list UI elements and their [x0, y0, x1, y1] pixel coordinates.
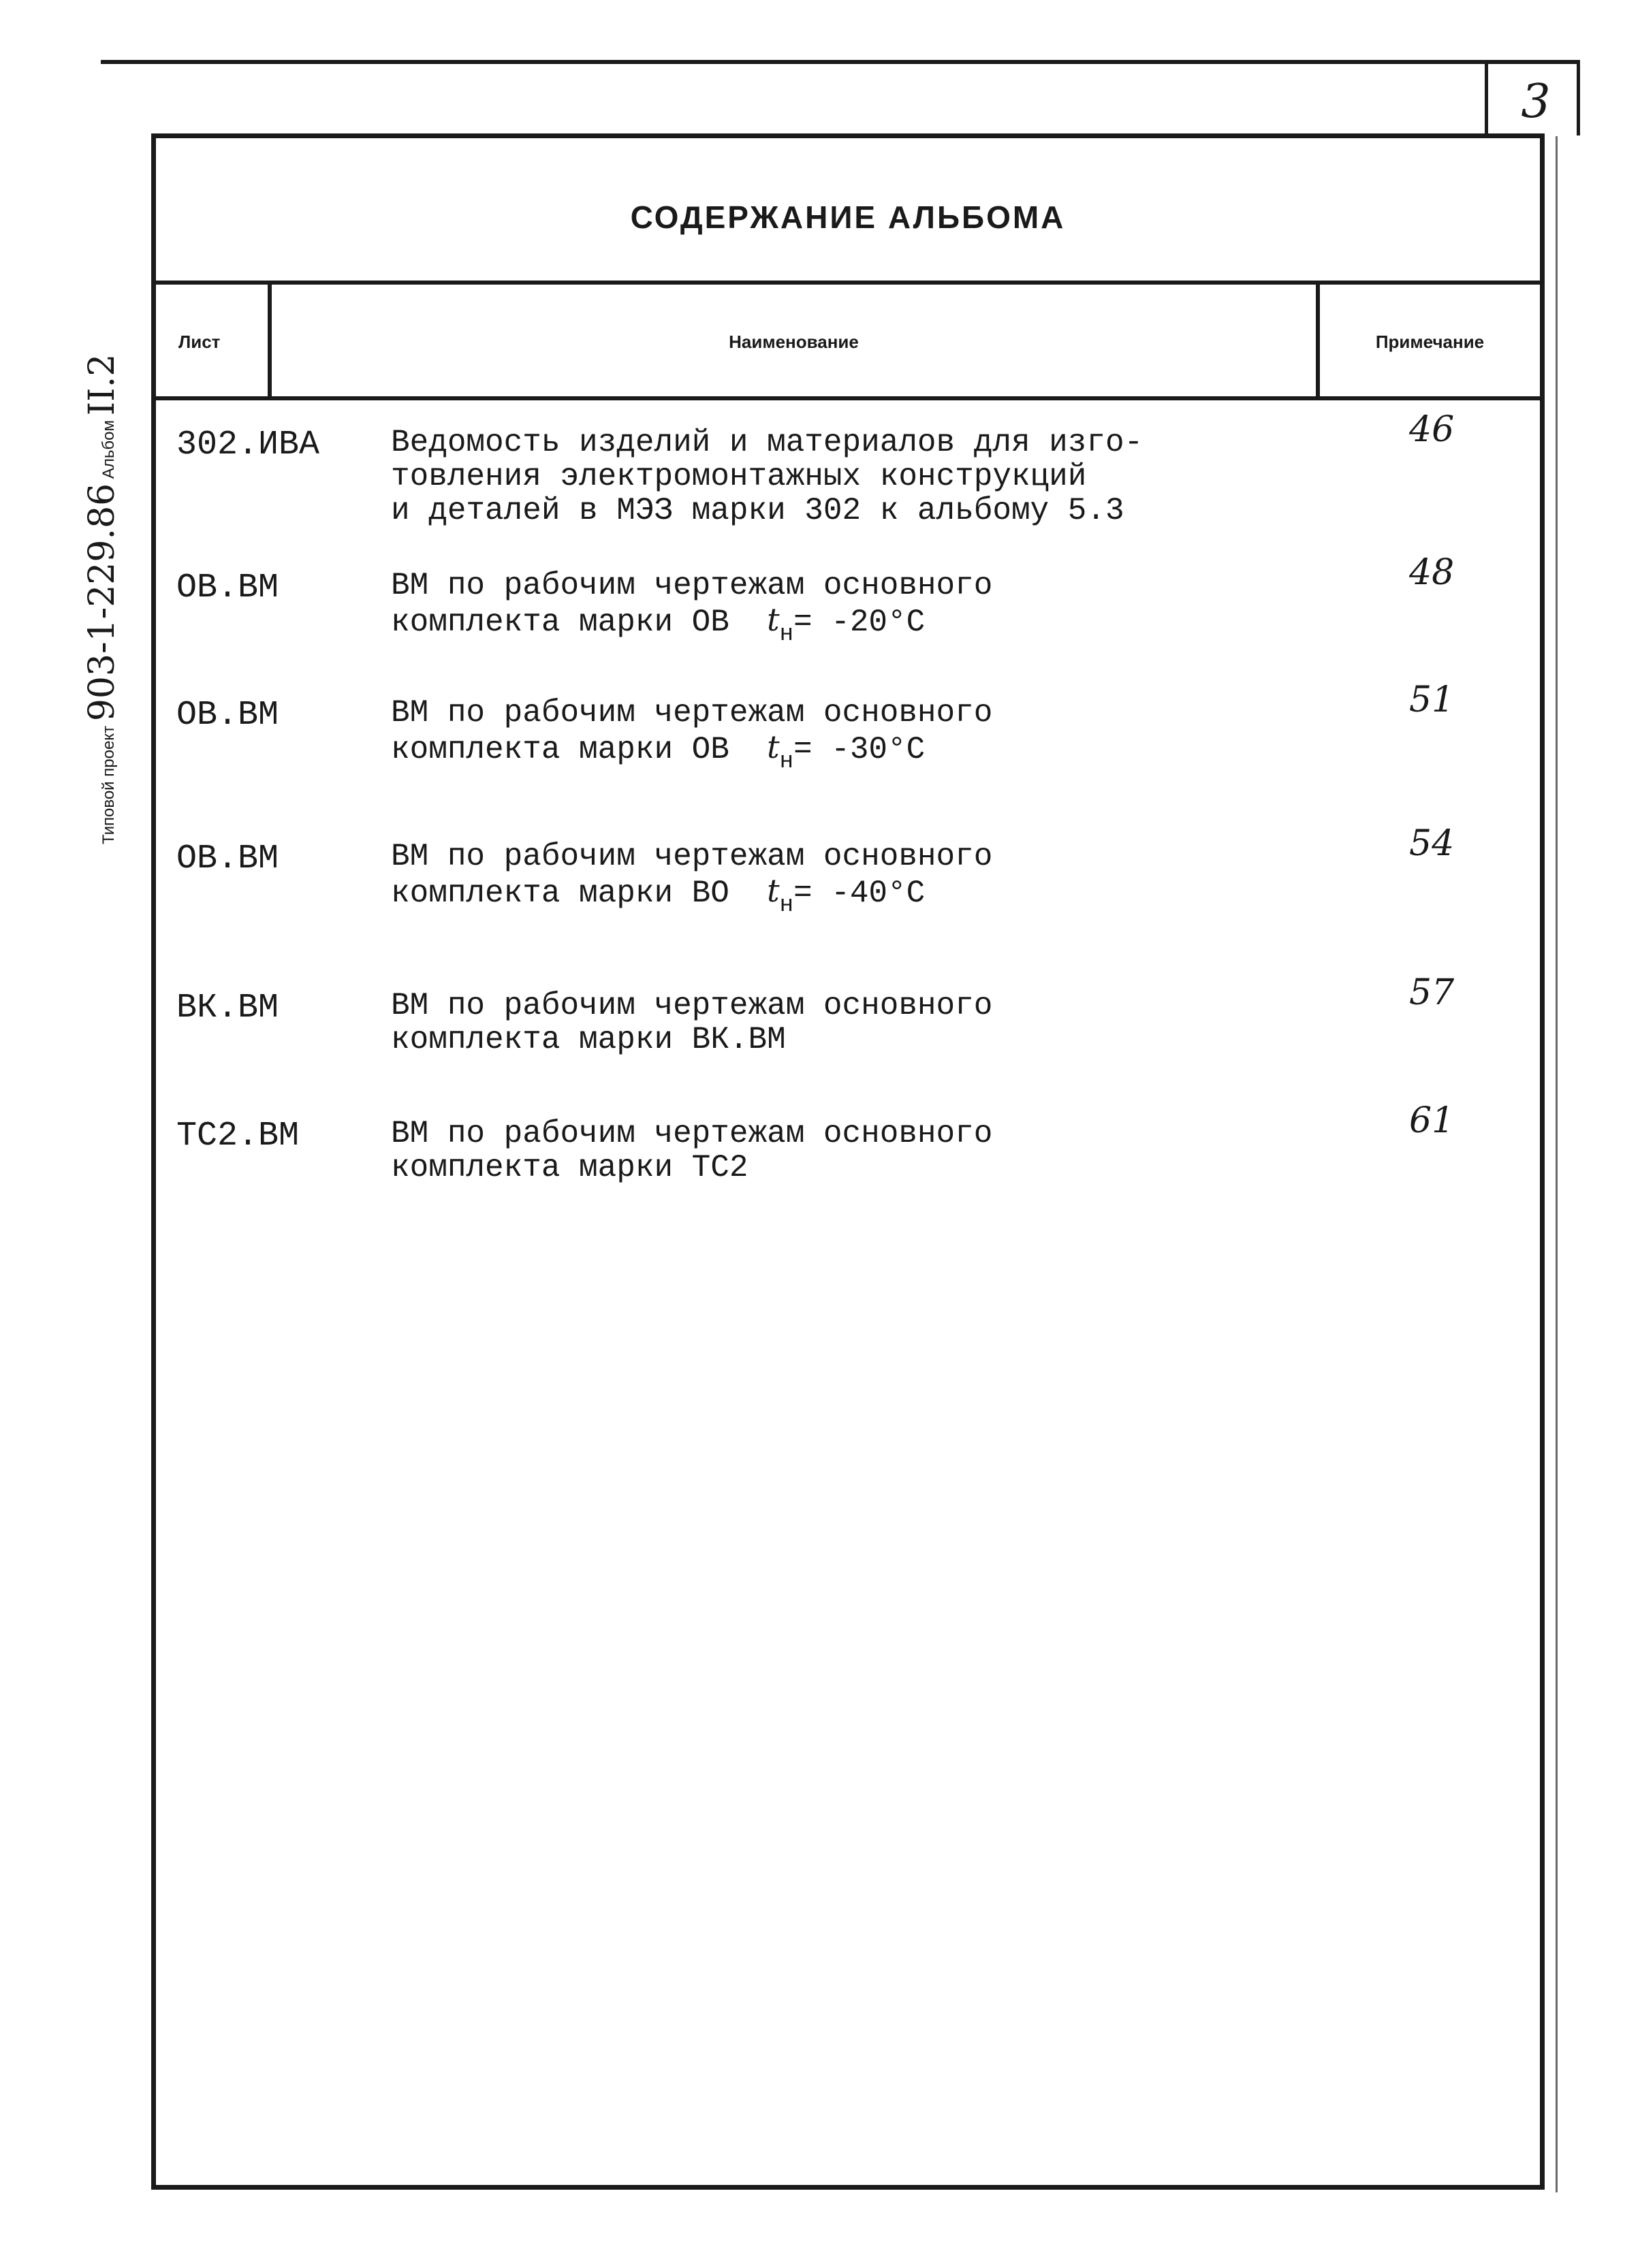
page-number: 3: [1521, 75, 1551, 129]
row-sheet: ТС2.ВМ: [176, 1117, 300, 1155]
row-sheet: 302.ИВА: [176, 426, 320, 464]
side-stamp: [82, 354, 123, 844]
temperature-value: = -30°С: [793, 732, 926, 767]
row-note: 51: [1409, 680, 1455, 720]
row-name-line: ВМ по рабочим чертежам основного: [391, 568, 993, 603]
row-name: [391, 1117, 1399, 1185]
temperature-symbol: t: [767, 729, 780, 765]
row-name-line: Ведомость изделий и материалов для изго-: [391, 425, 1144, 460]
row-note: 57: [1409, 972, 1455, 1013]
frame-right-line: [1556, 136, 1558, 2192]
side-stamp-album-number: II.2: [82, 353, 123, 416]
side-stamp-album-label: Альбом: [99, 420, 118, 479]
row-name-line-2: [391, 729, 1399, 775]
row-name: [391, 695, 1399, 775]
row-name-line: ВМ по рабочим чертежам основного: [391, 988, 993, 1023]
row-sheet: ОВ.ВМ: [176, 569, 279, 607]
row-name-line-2: [391, 872, 1399, 919]
row-name: [391, 568, 1399, 648]
temperature-subscript: н: [779, 893, 794, 919]
row-note: 48: [1409, 552, 1455, 593]
row-sheet: ОВ.ВМ: [176, 696, 279, 735]
row-name-prefix: комплекта марки ОВ: [391, 605, 729, 640]
header-sheet: Лист: [178, 332, 221, 352]
row-name-line: товления электромонтажных конструкций: [391, 459, 1087, 494]
page-title: СОДЕРЖАНИЕ АЛЬБОМА: [630, 199, 1066, 235]
temperature-subscript: н: [779, 622, 794, 648]
row-note: 46: [1409, 409, 1455, 450]
header-note: Примечание: [1375, 332, 1485, 352]
header-name: Наименование: [729, 332, 859, 352]
row-name-prefix: комплекта марки ВО: [391, 876, 729, 911]
row-name: [391, 839, 1399, 919]
side-stamp-prefix: Типовой проект: [99, 725, 118, 844]
top-rule: [101, 60, 1580, 64]
row-sheet: ОВ.ВМ: [176, 840, 279, 878]
temperature-subscript: н: [779, 749, 794, 775]
row-name-prefix: комплекта марки ОВ: [391, 732, 729, 767]
row-name-line: и деталей в МЭЗ марки 302 к альбому 5.3: [391, 493, 1124, 528]
row-name-line-2: [391, 601, 1399, 648]
row-name-line: комплекта марки ТС2: [391, 1150, 748, 1185]
row-name-line: ВМ по рабочим чертежам основного: [391, 1116, 993, 1151]
row-name: [391, 989, 1399, 1057]
row-name: [391, 426, 1399, 528]
temperature-value: = -40°С: [793, 876, 926, 911]
temperature-symbol: t: [767, 601, 780, 638]
row-name-line: комплекта марки ВК.ВМ: [391, 1022, 786, 1057]
temperature-symbol: t: [767, 872, 780, 909]
row-note: 54: [1409, 823, 1455, 864]
row-note: 61: [1409, 1100, 1455, 1141]
side-stamp-code: 903-1-229.86: [82, 483, 123, 722]
row-sheet: ВК.ВМ: [176, 989, 279, 1027]
row-name-line: ВМ по рабочим чертежам основного: [391, 695, 993, 731]
temperature-value: = -20°С: [793, 605, 926, 640]
row-name-line: ВМ по рабочим чертежам основного: [391, 839, 993, 874]
